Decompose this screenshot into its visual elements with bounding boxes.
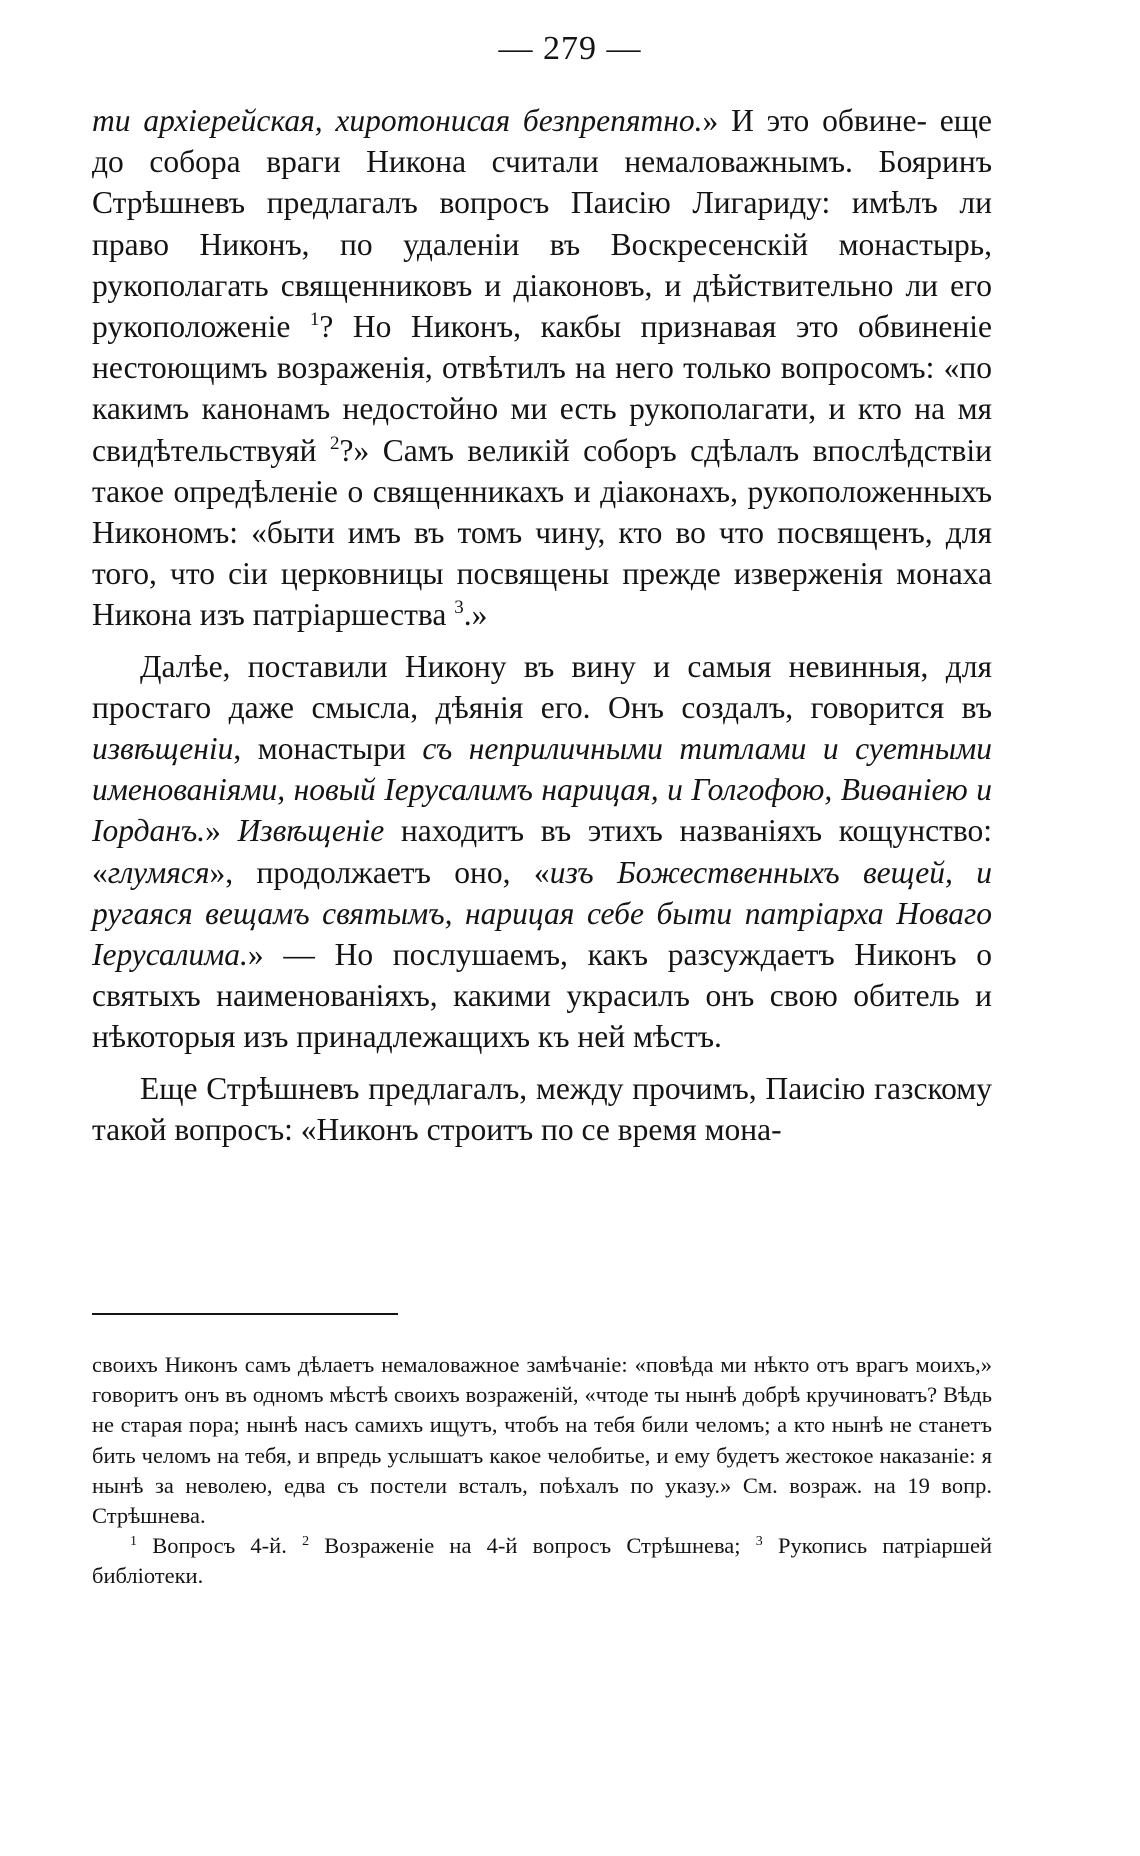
footnote-list xyxy=(92,1531,992,1591)
footnote-ref: 2 xyxy=(330,432,340,454)
footnote-mark: 1 xyxy=(130,1534,137,1550)
main-text xyxy=(92,100,992,1150)
footnote-ref: 1 xyxy=(309,309,320,331)
footnote-mark: 3 xyxy=(755,1534,763,1550)
footnote-text: Рукопись патріаршей библіотеки. xyxy=(92,1533,992,1589)
footnote-text: Возраженіе на 4-й вопросъ Стрѣшнева; xyxy=(309,1533,756,1559)
footnote-divider xyxy=(92,1313,398,1315)
text-run: » xyxy=(205,813,238,849)
paragraph xyxy=(92,646,992,1058)
paragraph xyxy=(92,100,992,636)
page-number: — 279 — xyxy=(498,30,642,67)
footnote-mark: 2 xyxy=(302,1534,310,1550)
footnote-continuation: своихъ Никонъ самъ дѣлаетъ немаловажное замѣчаніе: «повѣда ми нѣкто отъ врагъ моихъ,» говоритъ онъ въ одномъ мѣстѣ своихъ возраженій, «чтоде ты нынѣ добрѣ кручиноватъ? Вѣдь не старая пора; нынѣ насъ самихъ ищутъ, чтобъ на тебя били челомъ; а кто нынѣ не станетъ бить челомъ на тебя, и впредь услышатъ какое челобитье, и ему будетъ жестокое наказаніе: я нынѣ за неволею, едва съ постели всталъ, поѣхалъ по указу.» См. возраж. на 19 вопр. Стрѣшнева. xyxy=(92,1352,992,1529)
italic-text: изъ Божественныхъ вещей, и ругаяся вещамъ святымъ, нарицая себе быти патріарха Новаго Іерусалима. xyxy=(92,854,992,973)
italic-text: ти архіерейская, хиротонисая безпрепятно. xyxy=(92,103,703,138)
text-run: », продолжаетъ оно, « xyxy=(209,854,550,890)
italic-text: съ неприличными титлами и суетными именованіями, новый Іерусалимъ нарицая, и Голгофою, Виѳаніею и Іорданъ. xyxy=(92,731,992,849)
text-run: Далѣе, поставили Никону въ вину и самыя невинныя, для простаго даже смысла, дѣянія его. Онъ создалъ, говорится въ xyxy=(92,648,992,725)
text-run: находитъ въ этихъ названіяхъ кощунство: « xyxy=(92,813,992,890)
footnote-ref: 3 xyxy=(454,597,464,619)
text-run: , монастыри xyxy=(233,731,423,767)
italic-text: глумяся xyxy=(107,854,210,890)
text-run: Еще Стрѣшневъ предлагалъ, между прочимъ, Паисію газскому такой вопросъ: «Никонъ строитъ по се время мона- xyxy=(92,1070,992,1147)
text-run: ? Но Никонъ, какбы признавая это обвиненіе нестоющимъ возраженія, отвѣтилъ на него только вопросомъ: «по какимъ канонамъ недостойно ми есть рукополагати, и кто на мя свидѣтельствуяй xyxy=(92,309,992,468)
footnotes xyxy=(92,1350,992,1592)
text-run: » И это обвине- еще до собора враги Никона считали немаловажнымъ. Бояринъ Стрѣшневъ предлагалъ вопросъ Паисію Лигариду: имѣлъ ли право Никонъ, по удаленіи въ Воскресенскій монастырь, рукополагать священниковъ и діаконовъ, и дѣйствительно ли его рукоположеніе xyxy=(92,103,992,345)
italic-text: извѣщеніи xyxy=(92,731,234,767)
paragraph xyxy=(92,1068,992,1150)
text-run: » — Но послушаемъ, какъ разсуждаетъ Никонъ о святыхъ наименованіяхъ, какими украсилъ онъ свою обитель и нѣкоторыя изъ принадлежащихъ къ ней мѣстъ. xyxy=(92,937,992,1055)
text-run: .» xyxy=(463,597,488,633)
text-run: ?» Самъ великій соборъ сдѣлалъ впослѣдствіи такое опредѣленіе о священникахъ и діаконахъ, рукоположенныхъ Никономъ: «быти имъ въ томъ чину, кто во что посвященъ, для того, что сіи церковницы посвящены прежде изверженія монаха Никона изъ патріаршества xyxy=(92,432,992,633)
italic-text: Извѣщеніе xyxy=(237,813,385,849)
footnote-text: Вопросъ 4-й. xyxy=(137,1533,303,1559)
